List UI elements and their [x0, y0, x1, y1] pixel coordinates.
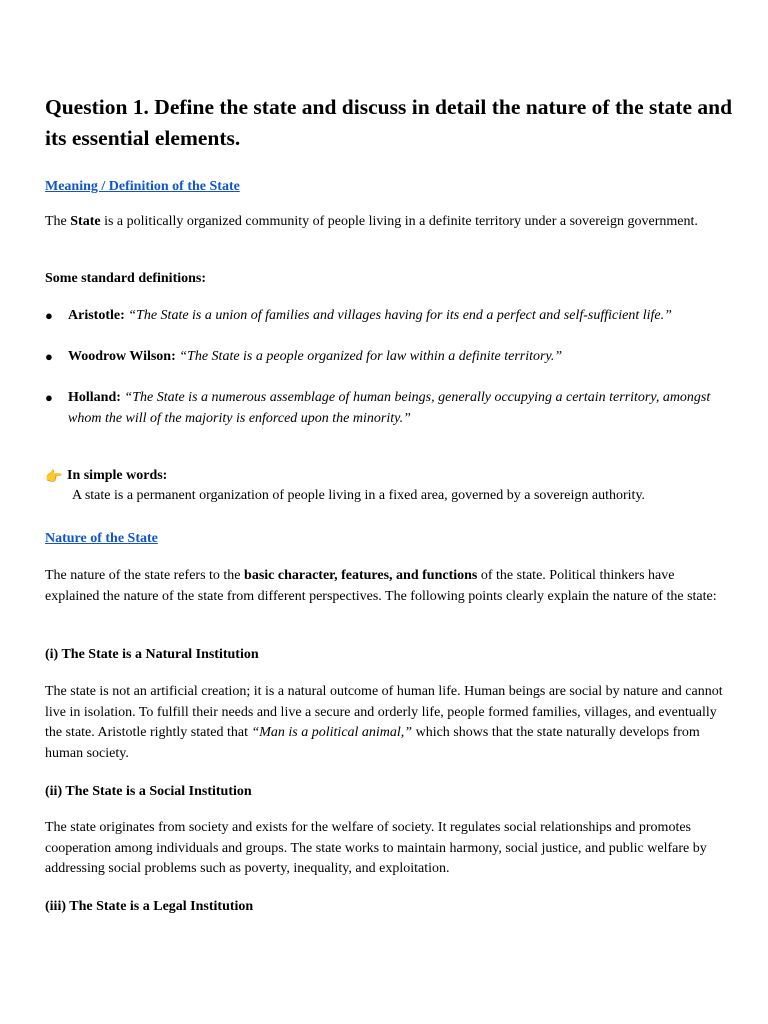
state-intro-text-1: The [45, 214, 71, 229]
simple-words-text: A state is a permanent organization of people living in a fixed area, governed by a sovereign authority. [72, 488, 646, 503]
definition-quote: “The State is a numerous assemblage of human beings, generally occupying a certain territory, amongst whom the will of the majority is enforced upon the minority.” [68, 390, 711, 426]
point-2-paragraph: The state originates from society and exists for the welfare of society. It regulates social relationships and promotes cooperation among individuals and groups. The state works to maintain harmony, social justice, and public welfare by addressing social problems such as poverty, inequality, and exploitation. [45, 820, 707, 876]
definition-author: Holland: [68, 390, 121, 405]
state-intro-bold: State [70, 214, 101, 229]
point-1-heading: (i) The State is a Natural Institution [45, 647, 259, 662]
point-1-paragraph [45, 682, 730, 764]
point-1-quote: “Man is a political animal,” [251, 725, 413, 740]
simple-words-heading [45, 466, 167, 488]
point-1-text-2: which shows that the state naturally develops from human society. [45, 725, 700, 761]
pointing-hand-icon: 👉 [45, 470, 63, 485]
definition-quote: “The State is a union of families and villages having for its end a perfect and self-sufficient life.” [128, 308, 672, 323]
nature-intro-text-1: The nature of the state refers to the [45, 568, 245, 583]
definition-author: Aristotle: [68, 308, 125, 323]
nature-of-state-link[interactable]: Nature of the State [45, 531, 158, 546]
meaning-definition-link[interactable]: Meaning / Definition of the State [45, 179, 240, 194]
nature-intro-paragraph [45, 566, 730, 607]
state-intro-text-2: is a politically organized community of people living in a definite territory under a sovereign government. [100, 214, 698, 229]
bullet-icon: ● [45, 308, 53, 323]
definition-quote: “The State is a people organized for law within a definite territory.” [179, 349, 563, 364]
point-3-heading: (iii) The State is a Legal Institution [45, 899, 254, 914]
point-1-text-1: The state is not an artificial creation; it is a natural outcome of human life. Human beings are social by nature and cannot live in isolation. To fulfill their needs and live a secure and orderly life, people formed families, villages, and eventually the state. Aristotle rightly stated that [45, 684, 723, 740]
point-2-heading: (ii) The State is a Social Institution [45, 784, 252, 799]
bullet-icon: ● [45, 349, 53, 364]
question-title: Question 1. Define the state and discuss in detail the nature of the state and its essential elements. [45, 95, 733, 150]
standard-definitions-heading: Some standard definitions: [45, 271, 207, 286]
state-intro-paragraph [45, 212, 753, 233]
simple-words-label: In simple words: [67, 468, 168, 483]
nature-intro-text-2: of the state. Political thinkers have explained the nature of the state from different perspectives. The following points clearly explain the nature of the state: [45, 568, 717, 604]
definition-author: Woodrow Wilson: [68, 349, 176, 364]
bullet-icon: ● [45, 390, 53, 405]
nature-intro-bold: basic character, features, and functions [244, 568, 478, 583]
